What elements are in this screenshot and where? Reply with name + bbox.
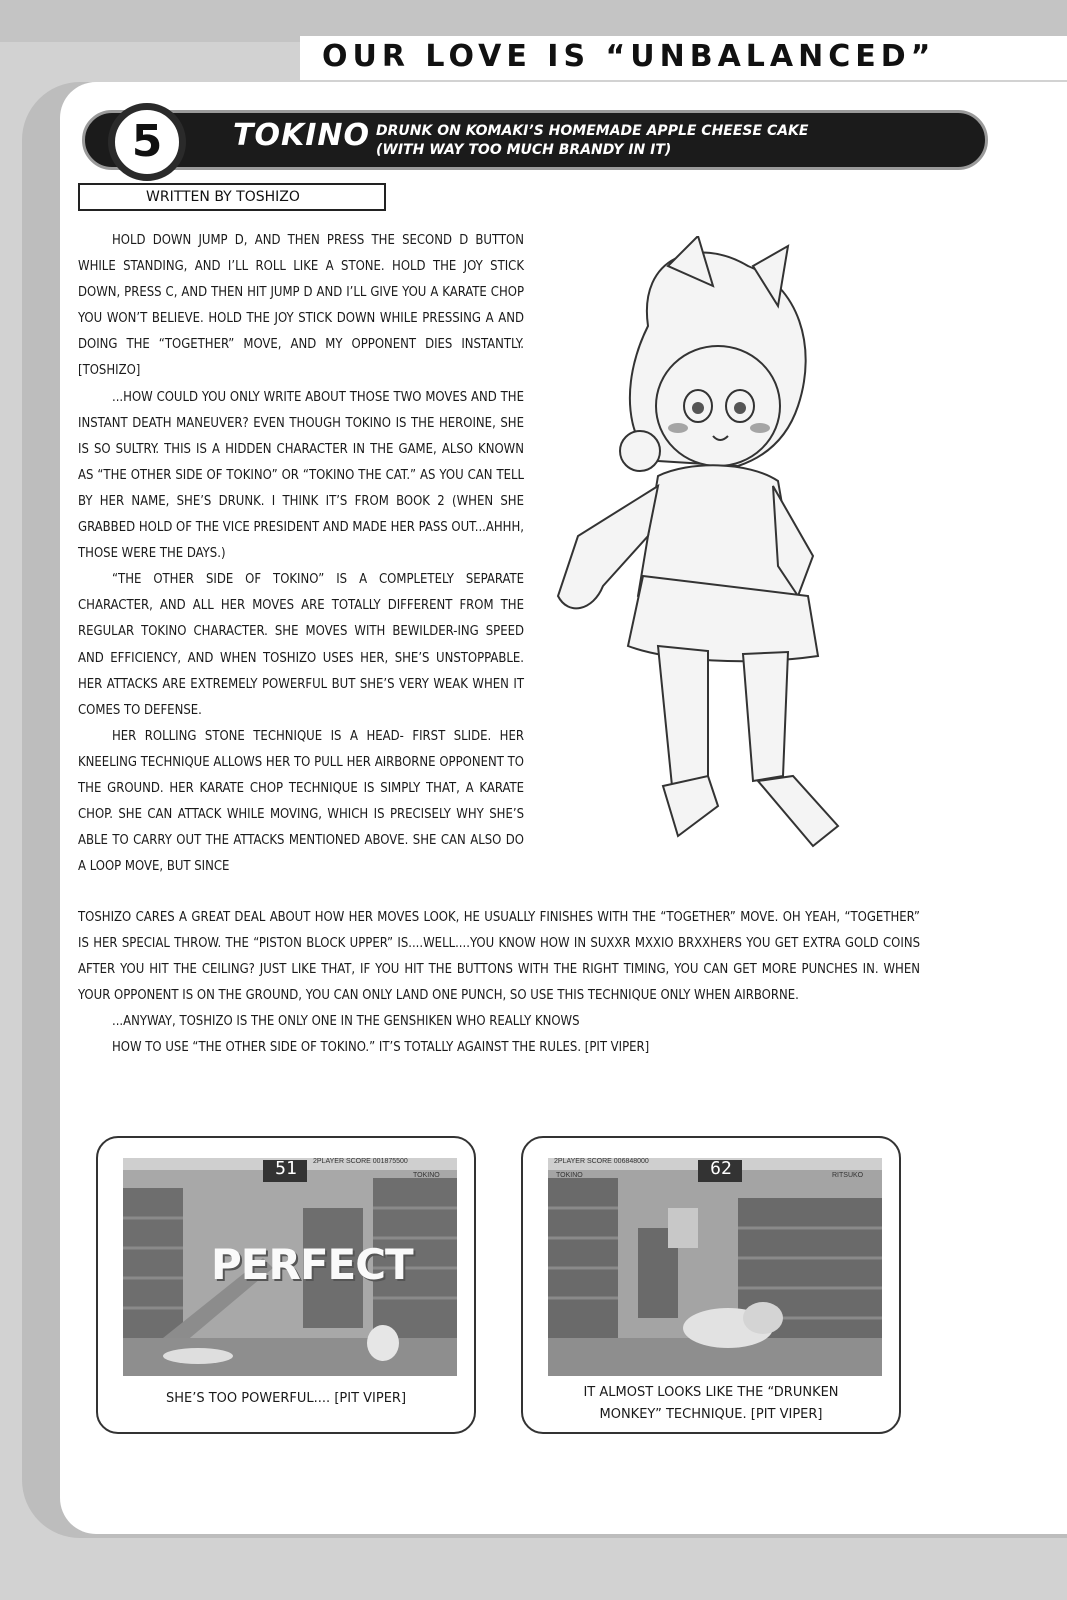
hud-player-name: TOKINO [413,1172,440,1179]
screenshot-caption-2 [533,1382,889,1426]
closing-line-2: HOW TO USE “THE OTHER SIDE OF TOKINO.” IT’S TOTALLY AGAINST THE RULES. [PIT VIPER] [112,1040,650,1056]
paragraph-2: ...HOW COULD YOU ONLY WRITE ABOUT THOSE TWO MOVES AND THE INSTANT DEATH MANEUVER? EVEN THOUGH TOKINO IS THE HEROINE, SHE IS SO SULTRY. THIS IS A HIDDEN CHARACTER IN THE GAME, ALSO KNOWN AS “THE OTHER SIDE OF TOKINO” OR “TOKINO THE CAT.” AS YOU CAN TELL BY HER NAME, SHE’S DRUNK. I THINK IT’S FROM BOOK 2 (WHEN SHE GRABBED HOLD OF THE VICE PRESIDENT AND MADE HER PASS OUT...AHHH, THOSE WERE THE DAYS.) [78,389,524,562]
entry-subtitle [376,122,966,160]
screenshot-card-drunken-monkey [521,1136,901,1434]
subtitle-line-2: (WITH WAY TOO MUCH BRANDY IN IT) [376,142,672,158]
hud-score: 2PLAYER SCORE 001875500 [313,1158,408,1165]
closing-line-1: ...ANYWAY, TOSHIZO IS THE ONLY ONE IN THE GENSHIKEN WHO REALLY KNOWS [112,1014,580,1030]
character-name: TOKINO [233,118,370,153]
paragraph-3: “THE OTHER SIDE OF TOKINO” IS A COMPLETELY SEPARATE CHARACTER, AND ALL HER MOVES ARE TOTALLY DIFFERENT FROM THE REGULAR TOKINO CHARACTER. SHE MOVES WITH BEWILDER-ING SPEED AND EFFICIENCY, AND WHEN TOSHIZO USES HER, SHE’S UNSTOPPABLE. HER ATTACKS ARE EXTREMELY POWERFUL BUT SHE’S VERY WEAK WHEN IT COMES TO DEFENSE. [78,572,524,718]
hud-player-name: TOKINO [556,1172,583,1179]
subtitle-line-1: DRUNK ON KOMAKI’S HOMEMADE APPLE CHEESE CAKE [376,123,809,139]
perfect-banner: PERFECT [211,1240,413,1289]
body-wide [78,905,920,1062]
entry-number-badge [108,103,186,181]
paragraph-4-continued: TOSHIZO CARES A GREAT DEAL ABOUT HOW HER MOVES LOOK, HE USUALLY FINISHES WITH THE “TOGETHER” MOVE. OH YEAH, “TOGETHER” IS HER SPECIAL THROW. THE “PISTON BLOCK UPPER” IS....WELL....YOU KNOW HOW IN SUXXR MXXIO BRXXHERS YOU GET EXTRA GOLD COINS AFTER YOU HIT THE CEILING? JUST LIKE THAT, IF YOU HIT THE BUTTONS WITH THE RIGHT TIMING, YOU CAN GET MORE PUNCHES IN. WHEN YOUR OPPONENT IS ON THE GROUND, YOU CAN ONLY LAND ONE PUNCH, SO USE THIS TECHNIQUE ONLY WHEN AIRBORNE. [78,910,920,1004]
running-header [300,36,1067,80]
byline-box: WRITTEN BY TOSHIZO [78,183,386,211]
game-screenshot-2 [548,1158,882,1376]
paragraph-1: HOLD DOWN JUMP D, AND THEN PRESS THE SECOND D BUTTON WHILE STANDING, AND I’LL ROLL LIKE A STONE. HOLD THE JOY STICK DOWN, PRESS C, AND THEN HIT JUMP D AND I’LL GIVE YOU A KARATE CHOP YOU WON’T BELIEVE. HOLD THE JOY STICK DOWN WHILE PRESSING A AND DOING THE “TOGETHER” MOVE, AND MY OPPONENT DIES INSTANTLY. [TOSHIZO] [78,233,524,379]
running-title: OUR LOVE IS “UNBALANCED” [322,39,936,74]
screenshot-card-perfect [96,1136,476,1434]
screenshot-caption-1: SHE’S TOO POWERFUL.... [PIT VIPER] [165,1391,407,1406]
body-column [78,228,524,880]
hud-score: 2PLAYER SCORE 006848000 [554,1158,649,1165]
character-drawing [548,236,848,856]
paragraph-4: HER ROLLING STONE TECHNIQUE IS A HEAD- FIRST SLIDE. HER KNEELING TECHNIQUE ALLOWS HER TO PULL HER AIRBORNE OPPONENT TO THE GROUND. HER KARATE CHOP TECHNIQUE IS SIMPLY THAT, A KARATE CHOP. SHE CAN ATTACK WHILE MOVING, WHICH IS PRECISELY WHY SHE’S ABLE TO CARRY OUT THE ATTACKS MENTIONED ABOVE. SHE CAN ALSO DO A LOOP MOVE, BUT SINCE [78,728,524,875]
round-timer: 51 [275,1158,297,1179]
entry-number: 5 [131,116,163,167]
caption-line-1: IT ALMOST LOOKS LIKE THE “DRUNKEN [583,1385,839,1400]
round-timer: 62 [710,1158,732,1179]
hud-opponent-name: RITSUKO [832,1172,864,1179]
caption-line-2: MONKEY” TECHNIQUE. [PIT VIPER] [599,1407,823,1422]
game-screenshot-1 [123,1158,457,1376]
tokino-illustration [548,236,848,856]
